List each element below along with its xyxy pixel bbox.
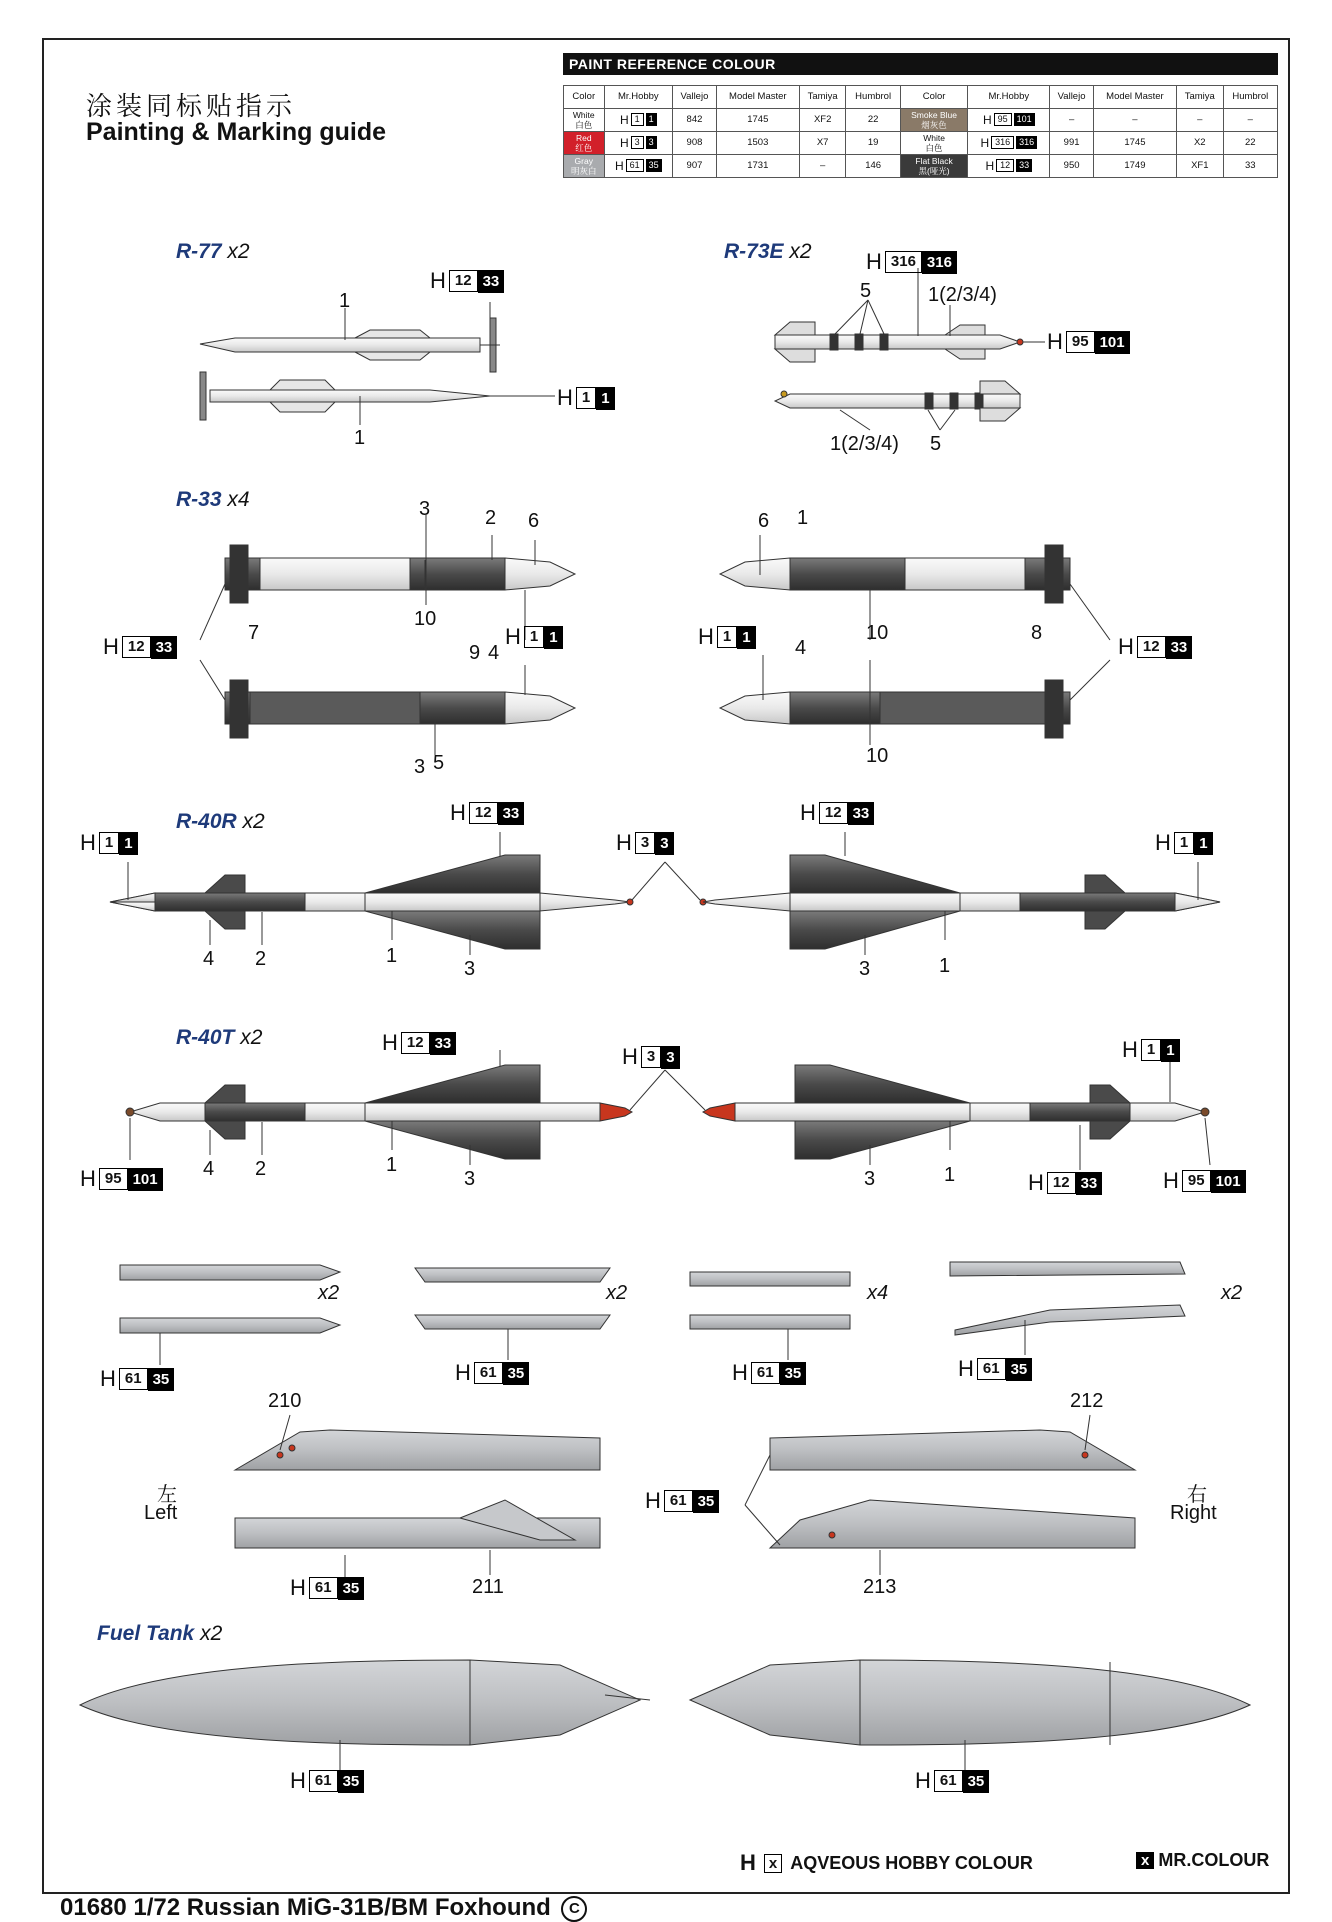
legend-aqueous (740, 1850, 1033, 1876)
pylon-count-b: x2 (606, 1282, 628, 1304)
color-name: Smoke Blue (911, 110, 957, 120)
code-prefix: H (1028, 1170, 1044, 1195)
callout-r73e-1234-bottom: 1(2/3/4) (830, 433, 899, 455)
color-code-pylon-c (732, 1360, 806, 1386)
title-english: Painting & Marking guide (86, 118, 387, 146)
color-code-r40r-left-nose (80, 830, 138, 856)
paint-humbrol: 22 (1223, 132, 1277, 155)
callout-r33-6-right: 6 (758, 510, 770, 532)
color-code-r73e-body (866, 249, 957, 275)
callout-r33-6-left: 6 (528, 510, 540, 532)
color-code-r40t-left-wing (382, 1030, 456, 1056)
code-prefix: H (958, 1356, 974, 1381)
code-aqueous: 61 (977, 1358, 1006, 1380)
callout-r33-8: 8 (1031, 622, 1043, 644)
wing-pylon-left-top (235, 1430, 600, 1470)
paint-humbrol: 33 (1223, 155, 1277, 178)
color-code-r33-right-nose (698, 624, 756, 650)
code-aqueous: 1 (717, 626, 737, 648)
callout-r33-2: 2 (485, 507, 497, 529)
callout-r40t-1-left: 1 (386, 1154, 398, 1176)
paint-tamiya: X2 (1176, 132, 1223, 155)
code-prefix: H (290, 1575, 306, 1600)
code-aqueous: 12 (469, 802, 498, 824)
color-code-r40t-right-body (1028, 1170, 1102, 1196)
code-aqueous: 61 (934, 1770, 963, 1792)
color-name: Red (575, 133, 592, 143)
code-aqueous: 12 (401, 1032, 430, 1054)
r77-missile-bottom (200, 372, 555, 420)
code-aqueous: 3 (635, 832, 655, 854)
code-aqueous: 316 (991, 136, 1014, 149)
code-prefix: H (622, 1044, 638, 1069)
color-name-cn: 白色 (575, 120, 593, 130)
col-header: Color (564, 86, 605, 109)
paint-vallejo: – (1050, 109, 1094, 132)
r33-missile-left-bottom (225, 680, 575, 738)
col-header: Model Master (1093, 86, 1176, 109)
callout-r40r-3-right: 3 (859, 958, 871, 980)
code-mr: 101 (128, 1168, 163, 1191)
section-r40r-count: x2 (242, 810, 265, 833)
color-code-r33-right-body (1118, 634, 1192, 660)
color-name: Gray (574, 156, 593, 166)
section-fuel-tank (97, 1622, 222, 1646)
code-prefix: H (290, 1768, 306, 1793)
code-prefix: H (450, 800, 466, 825)
paint-tamiya: XF1 (1176, 155, 1223, 178)
code-mr: 3 (646, 136, 657, 149)
callout-r40r-1-left: 1 (386, 945, 398, 967)
code-prefix: H (980, 135, 990, 150)
pylon-count-d: x2 (1221, 1282, 1243, 1304)
code-aqueous: 12 (122, 636, 151, 658)
code-prefix: H (614, 158, 624, 173)
code-prefix: H (915, 1768, 931, 1793)
code-mr: 35 (693, 1490, 720, 1513)
color-code-r77-bottom (557, 385, 615, 411)
callout-r33-10-left: 10 (414, 608, 437, 630)
r33-missile-left-top (225, 545, 575, 603)
code-prefix: H (800, 800, 816, 825)
code-mr: 3 (655, 832, 673, 855)
code-mr: 316 (922, 251, 957, 274)
r40t-missile-left (126, 1065, 632, 1159)
col-header: Mr.Hobby (968, 86, 1050, 109)
paint-mm: 1503 (716, 132, 799, 155)
callout-r33-5: 5 (433, 752, 445, 774)
color-code-r73e-nose (1047, 329, 1130, 355)
code-mr: 101 (1211, 1170, 1246, 1193)
col-header: Tamiya (1176, 86, 1223, 109)
paint-tamiya: – (799, 155, 846, 178)
callout-r33-9: 9 (469, 642, 481, 664)
code-aqueous: 61 (119, 1368, 148, 1390)
callout-r33-4-right: 4 (795, 637, 807, 659)
legend-aqueous-h: H (740, 1850, 756, 1875)
pylon-group-a (120, 1265, 340, 1365)
callout-212: 212 (1070, 1390, 1104, 1412)
color-name-cn: 烟灰色 (921, 120, 947, 130)
color-name: Flat Black (915, 156, 953, 166)
col-header: Mr.Hobby (604, 86, 673, 109)
code-prefix: H (1155, 830, 1171, 855)
pylon-count-a: x2 (318, 1282, 340, 1304)
color-name-cn: 明灰白 (571, 166, 597, 176)
code-aqueous: 1 (1174, 832, 1194, 854)
code-mr: 1 (119, 832, 137, 855)
code-mr: 1 (596, 387, 614, 410)
color-code-fuel-tank-left (290, 1768, 364, 1794)
r77-missile-top (200, 318, 500, 372)
section-r40t-count: x2 (240, 1026, 263, 1049)
callout-r40r-2-left: 2 (255, 948, 267, 970)
side-left-en: Left (144, 1502, 178, 1524)
side-left-cn: 左 (157, 1484, 177, 1506)
paint-tamiya: – (1176, 109, 1223, 132)
code-aqueous: 1 (576, 387, 596, 409)
paint-vallejo: 908 (673, 132, 717, 155)
color-code-wing-pylon-left (290, 1575, 364, 1601)
legend-mr-text: MR.COLOUR (1158, 1850, 1270, 1870)
wing-pylon-left-bottom (235, 1500, 600, 1575)
fuel-tank-right (690, 1660, 1250, 1745)
color-code-pylon-d (958, 1356, 1032, 1382)
code-aqueous: 12 (1047, 1172, 1076, 1194)
code-mr: 33 (478, 270, 505, 293)
callout-r73e-5-top: 5 (860, 280, 872, 302)
code-prefix: H (1122, 1037, 1138, 1062)
code-mr: 1 (544, 626, 562, 649)
col-header: Tamiya (799, 86, 846, 109)
code-prefix: H (80, 830, 96, 855)
code-aqueous: 3 (631, 136, 644, 149)
code-prefix: H (455, 1360, 471, 1385)
paint-vallejo: 907 (673, 155, 717, 178)
section-r33-count: x4 (227, 488, 250, 511)
color-code-r33-left-body (103, 634, 177, 660)
code-mr: 35 (503, 1362, 530, 1385)
code-aqueous: 61 (626, 159, 644, 172)
code-prefix: H (382, 1030, 398, 1055)
callout-r40t-1-right: 1 (944, 1164, 956, 1186)
code-aqueous: 1 (99, 832, 119, 854)
code-prefix: H (985, 158, 995, 173)
r73e-missile-top (775, 322, 1045, 362)
title-chinese: 涂装同标贴指示 (86, 92, 297, 122)
code-aqueous: 61 (474, 1362, 503, 1384)
callout-r40r-3-left: 3 (464, 958, 476, 980)
paint-tamiya: XF2 (799, 109, 846, 132)
code-mr: 101 (1014, 113, 1035, 126)
code-mr: 33 (1166, 636, 1193, 659)
code-prefix: H (1118, 634, 1134, 659)
color-code-r40t-tip (622, 1044, 680, 1070)
section-r40t-name: R-40T (176, 1026, 235, 1049)
section-r33 (176, 488, 250, 512)
code-aqueous: 61 (309, 1577, 338, 1599)
callout-r40r-4-left: 4 (203, 948, 215, 970)
color-code-fuel-tank-right (915, 1768, 989, 1794)
color-name: White (572, 110, 595, 120)
wing-pylon-right-bottom (770, 1500, 1135, 1575)
color-name-cn: 黑(哑光) (918, 166, 950, 176)
paint-humbrol: 146 (846, 155, 900, 178)
code-mr: 35 (148, 1368, 175, 1391)
code-prefix: H (982, 112, 992, 127)
color-code-wing-pylon-right (645, 1488, 719, 1514)
callout-r77-1-top: 1 (339, 290, 351, 312)
col-header: Model Master (716, 86, 799, 109)
code-prefix: H (80, 1166, 96, 1191)
callout-r33-3: 3 (419, 498, 431, 520)
section-r33-name: R-33 (176, 488, 222, 511)
color-code-r40r-left-wing (450, 800, 524, 826)
pylon-group-d (950, 1262, 1185, 1355)
code-mr: 1 (1161, 1039, 1179, 1062)
paint-vallejo: 842 (673, 109, 717, 132)
code-mr: 33 (1016, 159, 1032, 172)
paint-mm: 1745 (716, 109, 799, 132)
code-aqueous: 12 (819, 802, 848, 824)
section-r77 (176, 240, 250, 264)
callout-r33-10-right-bottom: 10 (866, 745, 889, 767)
code-mr: 33 (151, 636, 178, 659)
color-name-cn: 白色 (925, 143, 943, 153)
col-header: Vallejo (673, 86, 717, 109)
pylon-group-b (415, 1268, 610, 1360)
paint-mm: 1731 (716, 155, 799, 178)
code-mr: 33 (848, 802, 875, 825)
code-prefix: H (698, 624, 714, 649)
section-r73e-name: R-73E (724, 240, 784, 263)
paint-vallejo: 991 (1050, 132, 1094, 155)
callout-r33-1-right: 1 (797, 507, 809, 529)
section-fuel-tank-name: Fuel Tank (97, 1622, 195, 1645)
callout-r33-3-bottom: 3 (414, 756, 426, 778)
paint-reference-heading: PAINT REFERENCE COLOUR (563, 53, 1278, 75)
callout-r33-10-right-top: 10 (866, 622, 889, 644)
color-code-pylon-b (455, 1360, 529, 1386)
callout-r40t-3-left: 3 (464, 1168, 476, 1190)
callout-211: 211 (472, 1576, 504, 1598)
r73e-missile-bottom (775, 381, 1020, 421)
code-prefix: H (866, 249, 882, 274)
callout-r77-1-bottom: 1 (354, 427, 366, 449)
callout-r40t-2-left: 2 (255, 1158, 267, 1180)
color-code-r33-left-nose (505, 624, 563, 650)
wing-pylon-right-top (770, 1430, 1135, 1470)
paint-tamiya: X7 (799, 132, 846, 155)
paint-vallejo: 950 (1050, 155, 1094, 178)
paint-mm: 1749 (1093, 155, 1176, 178)
color-code-r77-top (430, 268, 504, 294)
code-mr: 33 (1076, 1172, 1103, 1195)
code-aqueous: 95 (99, 1168, 128, 1190)
pylon-group-c (690, 1272, 850, 1360)
color-code-r40r-tip (616, 830, 674, 856)
footer-text: 01680 1/72 Russian MiG-31B/BM Foxhound (60, 1894, 551, 1921)
code-aqueous: 12 (449, 270, 478, 292)
code-aqueous: 316 (885, 251, 922, 273)
code-prefix: H (645, 1488, 661, 1513)
section-r77-name: R-77 (176, 240, 222, 263)
code-prefix: H (430, 268, 446, 293)
code-aqueous: 1 (631, 113, 644, 126)
col-header: Humbrol (846, 86, 900, 109)
code-mr: 33 (498, 802, 525, 825)
paint-humbrol: – (1223, 109, 1277, 132)
pylon-count-c: x4 (867, 1282, 889, 1304)
paint-humbrol: 22 (846, 109, 900, 132)
code-prefix: H (103, 634, 119, 659)
code-prefix: H (619, 112, 629, 127)
color-name: White (923, 133, 945, 143)
code-aqueous: 3 (641, 1046, 661, 1068)
code-mr: 35 (1006, 1358, 1033, 1381)
code-mr: 316 (1016, 136, 1037, 149)
section-r40r (176, 810, 265, 834)
code-aqueous: 1 (1141, 1039, 1161, 1061)
code-aqueous: 95 (994, 113, 1012, 126)
callout-r40t-3-right: 3 (864, 1168, 876, 1190)
r33-missile-right-bottom (720, 680, 1070, 738)
code-mr: 33 (430, 1032, 457, 1055)
legend-aqueous-box: x (764, 1854, 782, 1873)
col-header: Color (900, 86, 968, 109)
code-mr: 1 (737, 626, 755, 649)
code-aqueous: 1 (524, 626, 544, 648)
callout-r73e-1234-top: 1(2/3/4) (928, 284, 997, 306)
section-fuel-tank-count: x2 (200, 1622, 223, 1645)
section-r40t (176, 1026, 262, 1050)
callout-213: 213 (863, 1576, 897, 1598)
color-code-r40t-right-seeker (1163, 1168, 1246, 1194)
section-r77-count: x2 (227, 240, 250, 263)
legend-mr-box: x (1136, 1852, 1154, 1869)
color-code-r40t-right-nose (1122, 1037, 1180, 1063)
color-code-r40r-right-wing (800, 800, 874, 826)
code-prefix: H (100, 1366, 116, 1391)
code-prefix: H (619, 135, 629, 150)
code-mr: 35 (338, 1770, 365, 1793)
color-code-r40r-right-nose (1155, 830, 1213, 856)
side-right-en: Right (1170, 1502, 1217, 1524)
legend-aqueous-text: AQVEOUS HOBBY COLOUR (790, 1852, 1033, 1873)
code-aqueous: 95 (1182, 1170, 1211, 1192)
footer-title (60, 1894, 587, 1922)
code-aqueous: 95 (1066, 331, 1095, 353)
callout-r40r-1-right: 1 (939, 955, 951, 977)
code-aqueous: 12 (1137, 636, 1166, 658)
code-mr: 35 (646, 159, 662, 172)
col-header: Vallejo (1050, 86, 1094, 109)
callout-r33-4-left: 4 (488, 642, 500, 664)
r40t-missile-right (703, 1065, 1209, 1159)
code-mr: 35 (780, 1362, 807, 1385)
code-aqueous: 61 (309, 1770, 338, 1792)
callout-210: 210 (268, 1390, 302, 1412)
paint-humbrol: 19 (846, 132, 900, 155)
legend-mr (1136, 1850, 1269, 1871)
code-mr: 1 (1194, 832, 1212, 855)
fuel-tank-left (80, 1660, 650, 1745)
code-aqueous: 61 (751, 1362, 780, 1384)
callout-r73e-5-bottom: 5 (930, 433, 942, 455)
section-r73e-count: x2 (789, 240, 812, 263)
callout-r33-7: 7 (248, 622, 260, 644)
side-right-cn: 右 (1187, 1484, 1207, 1506)
code-prefix: H (1047, 329, 1063, 354)
callout-r40t-4-left: 4 (203, 1158, 215, 1180)
section-r40r-name: R-40R (176, 810, 237, 833)
paint-mm: 1745 (1093, 132, 1176, 155)
code-mr: 35 (338, 1577, 365, 1600)
color-code-r40t-left-seeker (80, 1166, 163, 1192)
code-prefix: H (505, 624, 521, 649)
code-prefix: H (1163, 1168, 1179, 1193)
code-prefix: H (557, 385, 573, 410)
code-prefix: H (732, 1360, 748, 1385)
copyright-icon: C (561, 1896, 587, 1922)
code-mr: 3 (661, 1046, 679, 1069)
code-aqueous: 12 (996, 159, 1014, 172)
r40r-missile-left (110, 855, 633, 949)
code-aqueous: 61 (664, 1490, 693, 1512)
code-prefix: H (616, 830, 632, 855)
paint-mm: – (1093, 109, 1176, 132)
color-name-cn: 红色 (575, 143, 593, 153)
code-mr: 1 (646, 113, 657, 126)
r40r-missile-right (700, 855, 1220, 949)
col-header: Humbrol (1223, 86, 1277, 109)
section-r73e (724, 240, 812, 264)
color-code-pylon-a (100, 1366, 174, 1392)
code-mr: 101 (1095, 331, 1130, 354)
code-mr: 35 (963, 1770, 990, 1793)
r33-missile-right-top (720, 545, 1070, 603)
